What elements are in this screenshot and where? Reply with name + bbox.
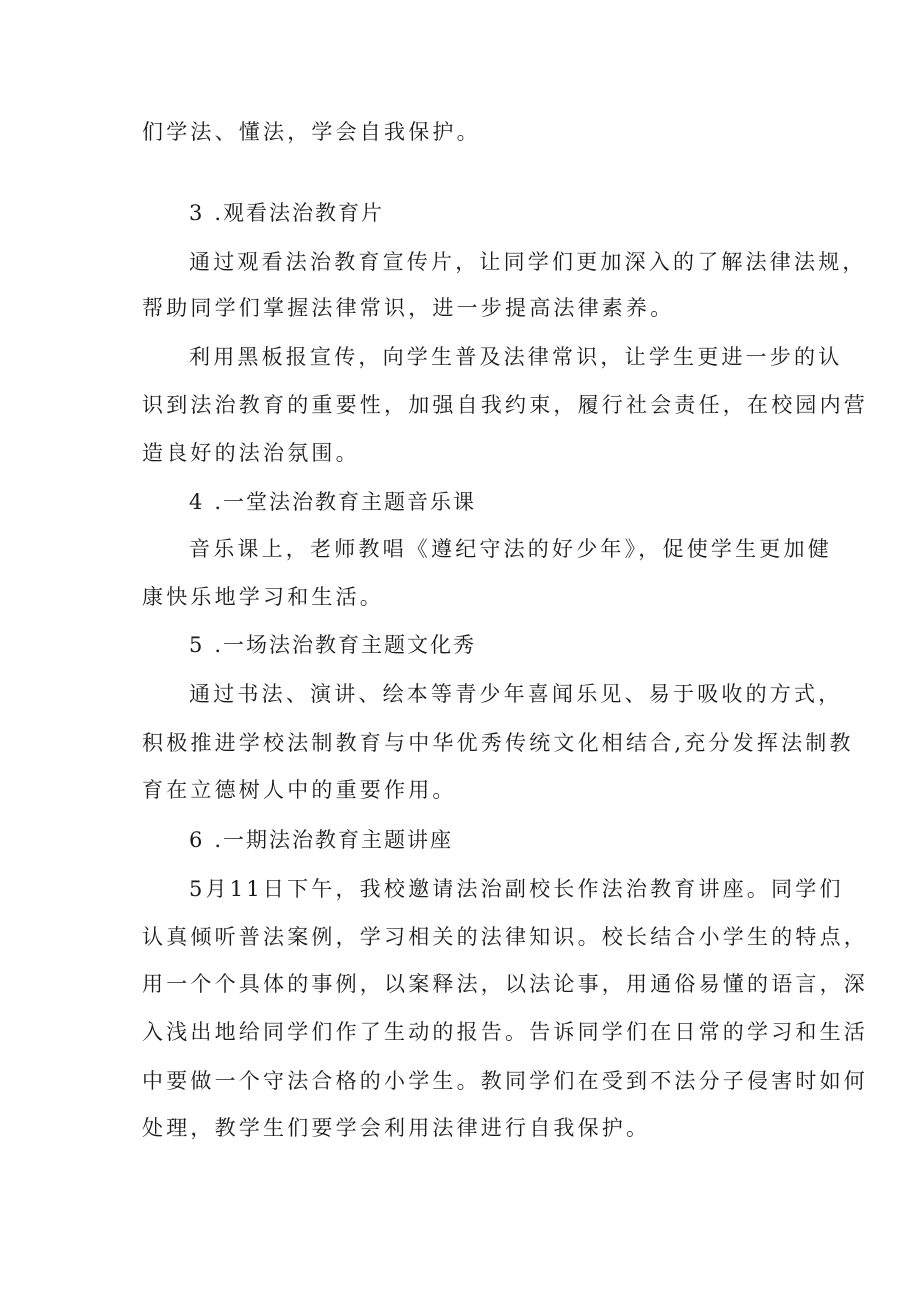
heading-title: .观看法治教育片 bbox=[214, 201, 385, 225]
paragraph-line: 处理，教学生们要学会利用法律进行自我保护。 bbox=[142, 1116, 651, 1140]
heading-title: .一堂法治教育主题音乐课 bbox=[214, 490, 477, 514]
section-heading-3 bbox=[189, 203, 384, 224]
section-heading-6 bbox=[189, 830, 453, 851]
paragraph-line: 入浅出地给同学们作了生动的报告。告诉同学们在日常的学习和生活 bbox=[142, 1020, 868, 1044]
section-heading-5 bbox=[189, 635, 476, 656]
section-heading-4 bbox=[189, 492, 476, 513]
heading-number: 3 bbox=[189, 201, 203, 225]
paragraph-line: 造良好的法治氛围。 bbox=[142, 441, 360, 465]
heading-number: 4 bbox=[189, 490, 203, 514]
heading-title: .一场法治教育主题文化秀 bbox=[214, 633, 477, 657]
paragraph-line: 们学法、懂法，学会自我保护。 bbox=[142, 120, 481, 144]
paragraph-line: 育在立德树人中的重要作用。 bbox=[142, 778, 457, 802]
paragraph-line: 5月11日下午，我校邀请法治副校长作法治教育讲座。同学们 bbox=[189, 877, 844, 901]
paragraph-line: 利用黑板报宣传，向学生普及法律常识，让学生更进一步的认 bbox=[189, 345, 843, 369]
heading-number: 5 bbox=[189, 633, 203, 657]
paragraph-line: 中要做一个守法合格的小学生。教同学们在受到不法分子侵害时如何 bbox=[142, 1069, 868, 1093]
heading-title: .一期法治教育主题讲座 bbox=[214, 828, 454, 852]
paragraph-line: 认真倾听普法案例，学习相关的法律知识。校长结合小学生的特点， bbox=[142, 925, 868, 949]
paragraph-line: 音乐课上，老师教唱《遵纪守法的好少年》，促使学生更加健 bbox=[189, 537, 832, 561]
paragraph-line: 通过书法、演讲、绘本等青少年喜闻乐见、易于吸收的方式， bbox=[189, 682, 843, 706]
paragraph-line: 康快乐地学习和生活。 bbox=[142, 585, 384, 609]
paragraph-line: 通过观看法治教育宣传片，让同学们更加深入的了解法律法规， bbox=[189, 250, 867, 274]
paragraph-line: 用一个个具体的事例，以案释法，以法论事，用通俗易懂的语言，深 bbox=[142, 972, 868, 996]
paragraph-line: 积极推进学校法制教育与中华优秀传统文化相结合,充分发挥法制教 bbox=[142, 731, 854, 755]
heading-number: 6 bbox=[189, 828, 203, 852]
paragraph-line: 帮助同学们掌握法律常识，进一步提高法律素养。 bbox=[142, 296, 675, 320]
paragraph-line: 识到法治教育的重要性，加强自我约束，履行社会责任，在校园内营 bbox=[142, 393, 868, 417]
